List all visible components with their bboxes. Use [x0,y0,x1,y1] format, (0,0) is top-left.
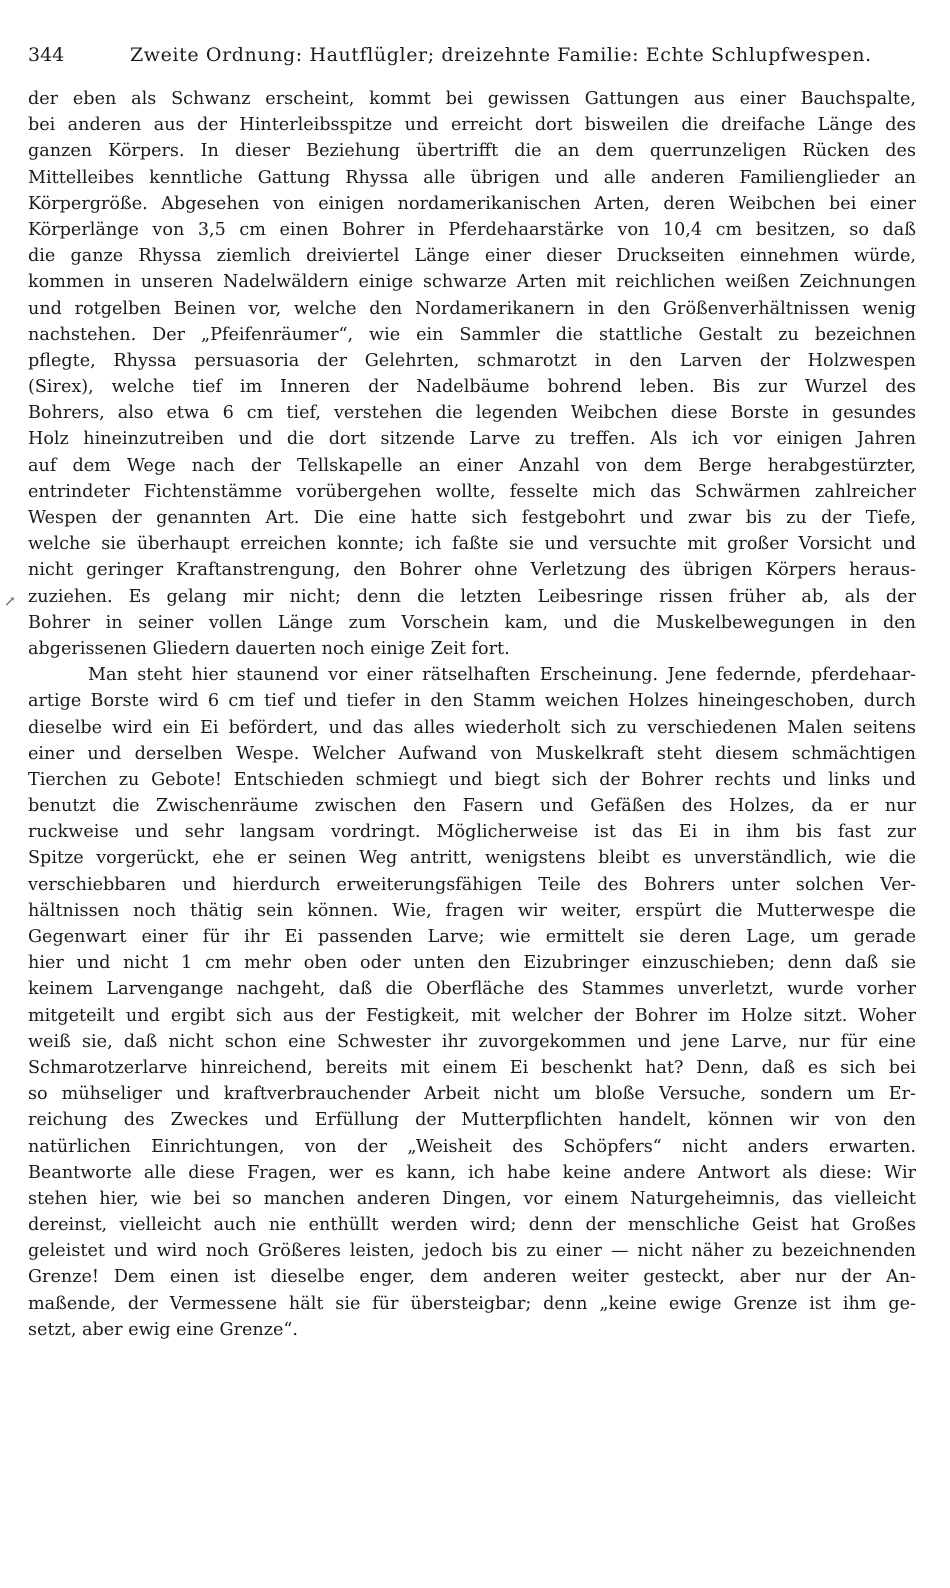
text-line: setzt, aber ewig eine Grenze“. [28,1319,299,1340]
text-line: bei anderen aus der Hinterleibsspitze und erreicht dort bisweilen die dreifache Länge des [28,115,916,136]
page-header [28,42,918,68]
text-line: Beantworte alle diese Fragen, wer es kann, ich habe keine andere Antwort als diese: Wir [28,1162,916,1183]
text-line: benutzt die Zwischenräume zwischen den Fasern und Gefäßen des Holzes, da er nur [28,796,916,817]
text-line: Schmarotzerlarve hinreichend, bereits mit einem Ei beschenkt hat? Denn, daß es sich bei [28,1057,916,1078]
text-line: auf dem Wege nach der Tellskapelle an einer Anzahl von dem Berge herabgestürzter, [28,455,916,476]
text-line: Körpergröße. Abgesehen von einigen nordamerikanischen Arten, deren Weibchen bei einer [28,193,916,214]
text-line: verschiebbaren und hierdurch erweiterungsfähigen Teile des Bohrers unter solchen Ver- [28,874,916,895]
text-line: Bohrer in seiner vollen Länge zum Vorschein kam, und die Muskelbewegungen in den [28,612,916,633]
text-line: Gegenwart einer für ihr Ei passenden Larve; wie ermittelt sie deren Lage, um gerade [28,927,916,947]
paragraph-2 [28,662,916,1343]
text-line: pflegte, Rhyssa persuasoria der Gelehrten, schmarotzt in den Larven der Holzwespen [28,350,916,371]
text-line: (Sirex), welche tief im Inneren der Nadelbäume bohrend leben. Bis zur Wurzel des [28,377,916,398]
page-number: 344 [28,44,65,66]
text-line: ruckweise und sehr langsam vordringt. Möglicherweise ist das Ei in ihm bis fast zur [28,822,916,843]
text-line: welche sie überhaupt erreichen konnte; ich faßte sie und versuchte mit großer Vorsicht und [28,534,916,555]
text-line: artige Borste wird 6 cm tief und tiefer in den Stamm weichen Holzes hineingeschoben, durch [28,691,916,712]
text-line: weiß sie, daß nicht schon eine Schwester ihr zuvorgekommen und jene Larve, nur für eine [28,1031,916,1052]
text-line: reichung des Zweckes und Erfüllung der Mutterpflichten handelt, können wir von den [28,1110,916,1131]
text-line: mitgeteilt und ergibt sich aus der Festigkeit, mit welcher der Bohrer im Holze sitzt. Woher [28,1005,916,1026]
text-line: Grenze! Dem einen ist dieselbe enger, dem anderen weiter gesteckt, aber nur der An- [28,1267,916,1288]
text-line: Körperlänge von 3,5 cm einen Bohrer in Pferdehaarstärke von 10,4 cm besitzen, so daß [28,219,916,240]
text-line: geleistet und wird noch Größeres leisten, jedoch bis zu einer — nicht näher zu bezeichnenden [28,1241,916,1262]
text-line: Tierchen zu Gebote! Entschieden schmiegt und biegt sich der Bohrer rechts und links und [28,769,916,790]
text-line: so mühseliger und kraftverbrauchender Arbeit nicht um bloße Versuche, sondern um Er- [28,1084,916,1105]
body-text [28,86,916,1343]
text-line: Wespen der genannten Art. Die eine hatte sich festgebohrt und zwar bis zu der Tiefe, [28,508,916,528]
text-line: kommen in unseren Nadelwäldern einige schwarze Arten mit reichlichen weißen Zeichnungen [28,272,916,293]
text-line: nachstehen. Der „Pfeifenräumer“, wie ein Sammler die stattliche Gestalt zu bezeichnen [28,324,916,345]
text-line: Bohrers, also etwa 6 cm tief, verstehen die legenden Weibchen diese Borste in gesundes [28,403,916,424]
text-line: die ganze Rhyssa ziemlich dreiviertel Länge einer dieser Druckseiten einnehmen würde, [28,246,916,267]
text-line: hältnissen noch thätig sein können. Wie, fragen wir weiter, erspürt die Mutterwespe die [28,900,916,921]
text-line: Mittelleibes kenntliche Gattung Rhyssa alle übrigen und alle anderen Familienglieder an [28,167,916,188]
text-line: einer und derselben Wespe. Welcher Aufwand von Muskelkraft steht diesem schmächtigen [28,743,916,764]
text-line: nicht geringer Kraftanstrengung, den Bohrer ohne Verletzung des übrigen Körpers heraus- [28,560,916,581]
text-line: maßende, der Vermessene hält sie für übersteigbar; denn „keine ewige Grenze ist ihm ge- [28,1293,916,1314]
text-line: zuziehen. Es gelang mir nicht; denn die letzten Leibesringe rissen früher ab, als der [28,586,916,607]
text-line: ganzen Körpers. In dieser Beziehung übertrifft die an dem querrunzeligen Rücken des [28,141,916,162]
margin-mark: ↗ [4,594,16,610]
text-line: und rotgelben Beinen vor, welche den Nordamerikanern in den Größenverhältnissen wenig [28,298,916,319]
text-line: natürlichen Einrichtungen, von der „Weisheit des Schöpfers“ nicht anders erwarten. [28,1136,916,1157]
text-line: hier und nicht 1 cm mehr oben oder unten den Eizubringer einzuschieben; denn daß sie [28,953,916,974]
running-title: Zweite Ordnung: Hautflügler; dreizehnte Familie: Echte Schlupfwespen. [130,44,872,66]
text-line: Man steht hier staunend vor einer rätselhaften Erscheinung. Jene federnde, pferdehaar- [88,665,916,686]
text-line: Spitze vorgerückt, ehe er seinen Weg antritt, wenigstens bleibt es unverständlich, wie die [28,848,916,869]
text-line: der eben als Schwanz erscheint, kommt bei gewissen Gattungen aus einer Bauchspalte, [28,89,916,109]
paragraph-1 [28,86,916,662]
text-line: abgerissenen Gliedern dauerten noch einige Zeit fort. [28,638,510,659]
text-line: stehen hier, wie bei so manchen anderen Dingen, vor einem Naturgeheimnis, das vielleicht [28,1188,916,1209]
text-line: keinem Larvengange nachgeht, daß die Oberfläche des Stammes unverletzt, wurde vorher [28,979,916,1000]
text-line: entrindeter Fichtenstämme vorübergehen wollte, fesselte mich das Schwärmen zahlreicher [28,481,916,502]
text-line: dereinst, vielleicht auch nie enthüllt werden wird; denn der menschliche Geist hat Großes [28,1215,916,1236]
text-line: dieselbe wird ein Ei befördert, und das alles wiederholt sich zu verschiedenen Malen seitens [28,717,916,738]
text-line: Holz hineinzutreiben und die dort sitzende Larve zu treffen. Als ich vor einigen Jahren [28,429,916,450]
